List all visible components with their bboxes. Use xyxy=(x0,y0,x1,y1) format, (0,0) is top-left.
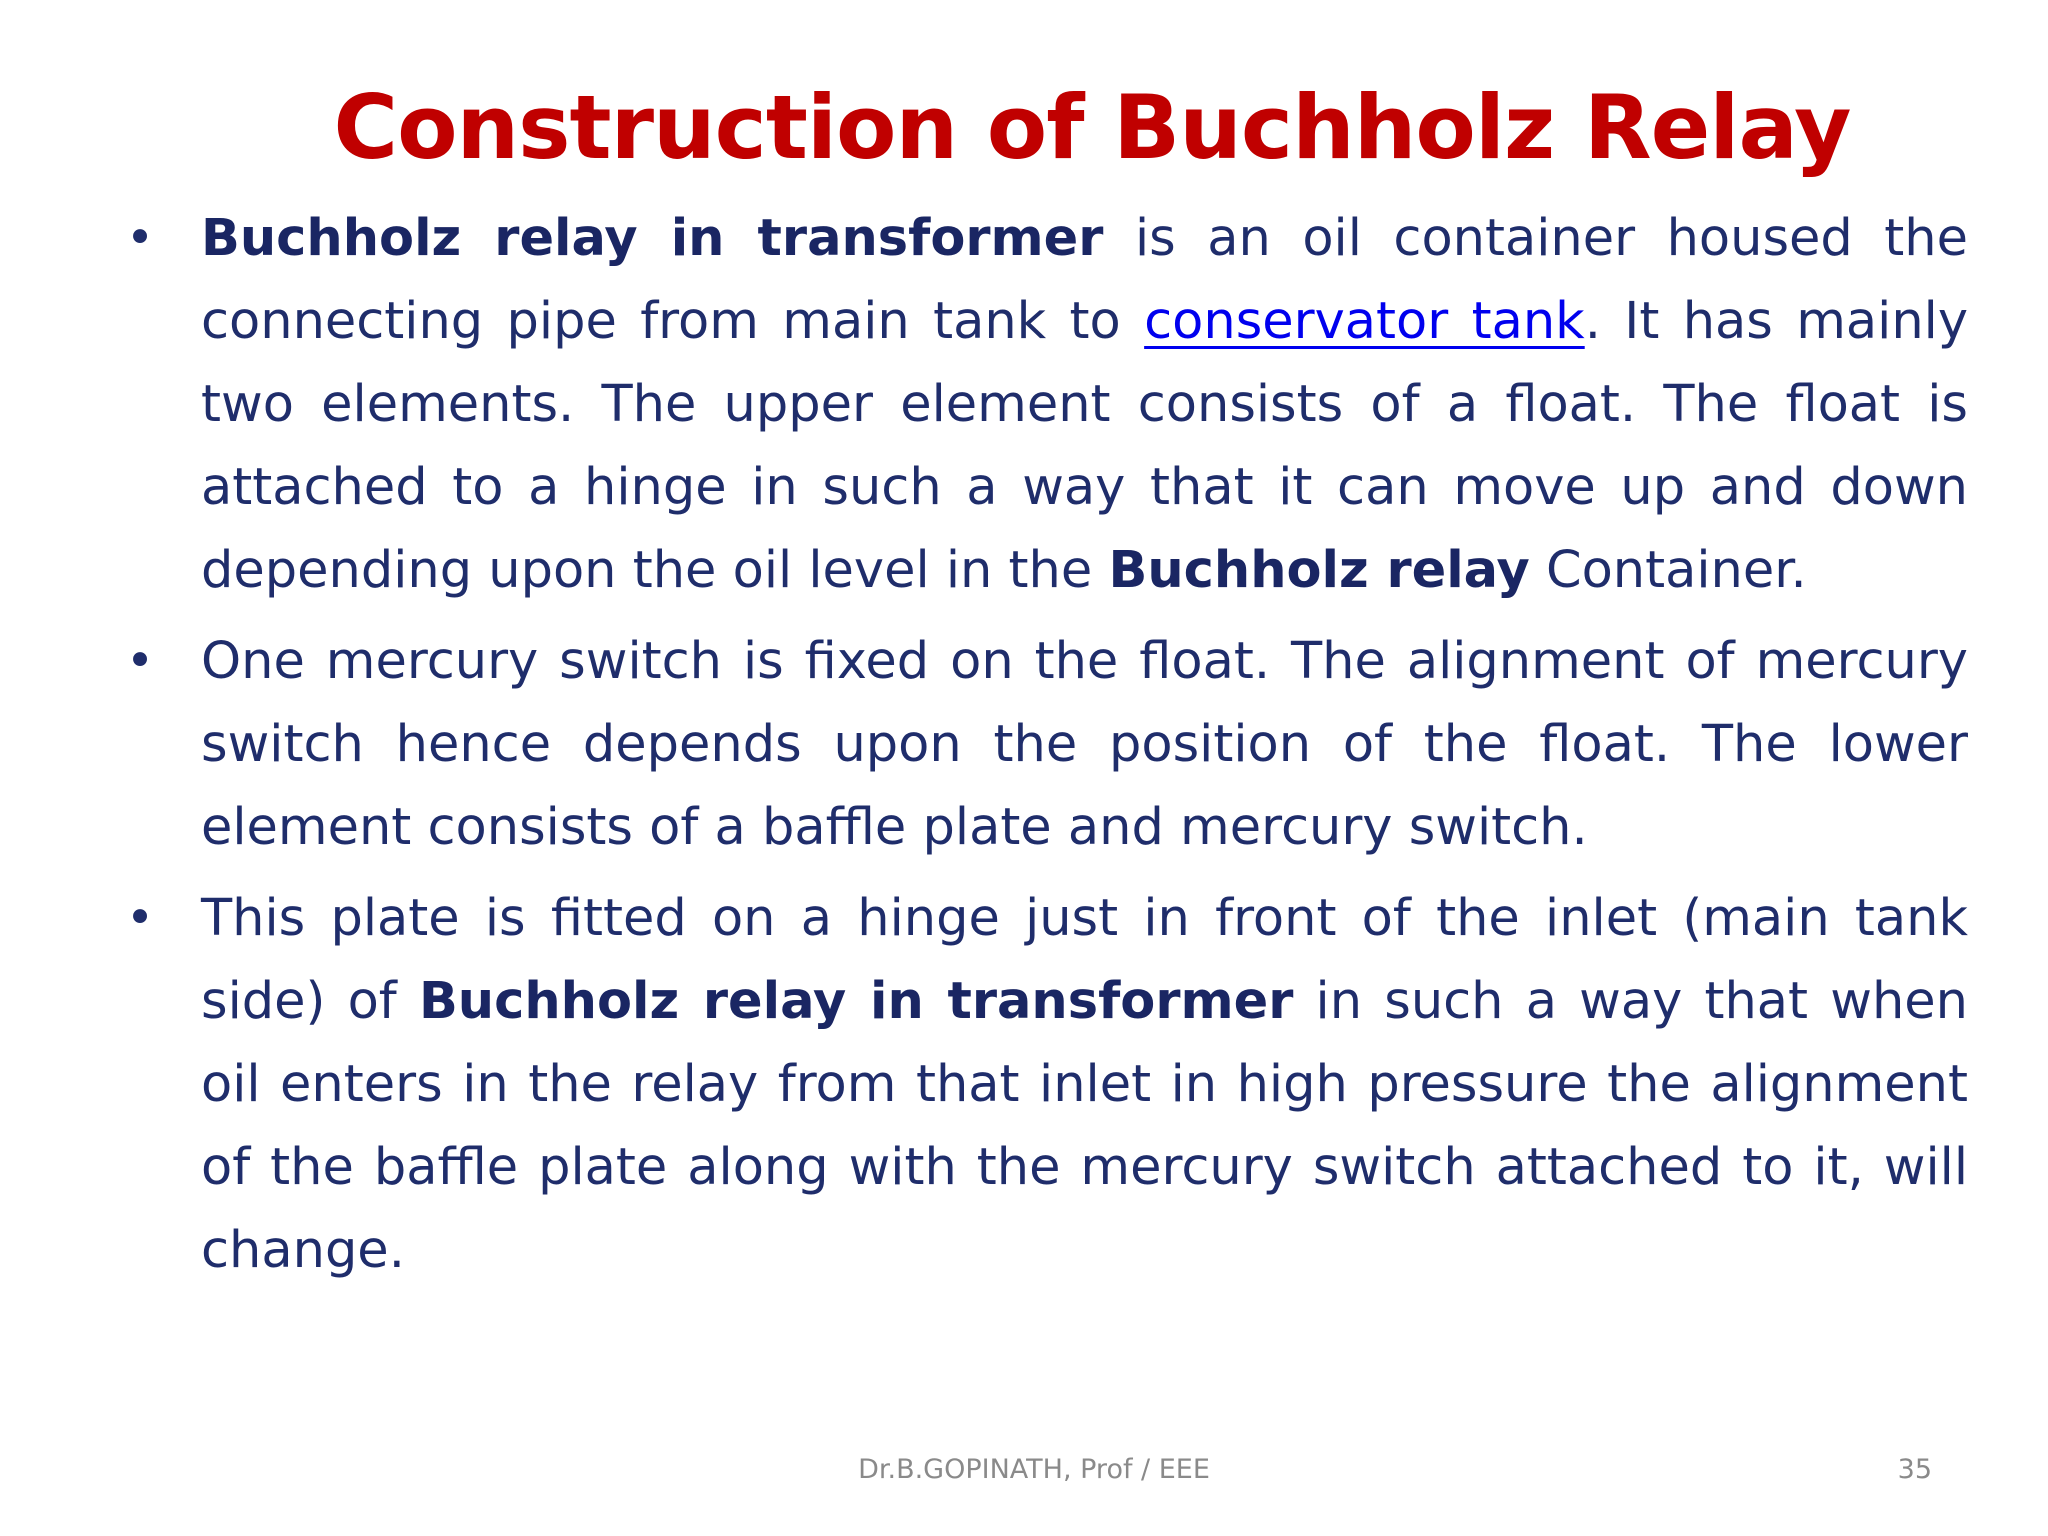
bullet-marker: • xyxy=(125,890,155,946)
bullet-marker: • xyxy=(125,210,155,266)
bullet-text: This plate is fitted on a hinge just in front of the inlet (main tank side) of xyxy=(201,889,1968,1031)
bullet-list xyxy=(120,197,1968,1300)
bullet-item-3 xyxy=(120,877,1968,1292)
footer-author: Dr.B.GOPINATH, Prof / EEE xyxy=(858,1454,1210,1485)
bullet-text: . It has mainly two elements. The upper element consists of a float. The float is attached to a hinge in such a way that it can move up and down depending upon the oil level in the xyxy=(201,292,1968,600)
bold-term: Buchholz relay in transformer xyxy=(201,209,1104,268)
bullet-text: in such a way that when oil enters in the relay from that inlet in high pressure the alignment of the baffle plate along with the mercury switch attached to it, will change. xyxy=(201,972,1968,1280)
conservator-tank-link[interactable]: conservator tank xyxy=(1144,292,1585,351)
bullet-item-2 xyxy=(120,620,1968,869)
bullet-text: One mercury switch is fixed on the float. The alignment of mercury switch hence depends upon the position of the float. The lower element consists of a baffle plate and mercury switch. xyxy=(201,632,1968,857)
bullet-item-1 xyxy=(120,197,1968,612)
bold-term: Buchholz relay xyxy=(1108,541,1530,600)
bullet-text: Container. xyxy=(1529,541,1807,600)
bullet-text: is an oil container housed the connecting pipe from main tank to xyxy=(201,209,1968,351)
slide-title: Construction of Buchholz Relay xyxy=(333,76,1851,179)
bold-term: Buchholz relay in transformer xyxy=(418,972,1294,1031)
bullet-marker: • xyxy=(125,633,155,689)
slide-number: 35 xyxy=(1897,1454,1932,1485)
